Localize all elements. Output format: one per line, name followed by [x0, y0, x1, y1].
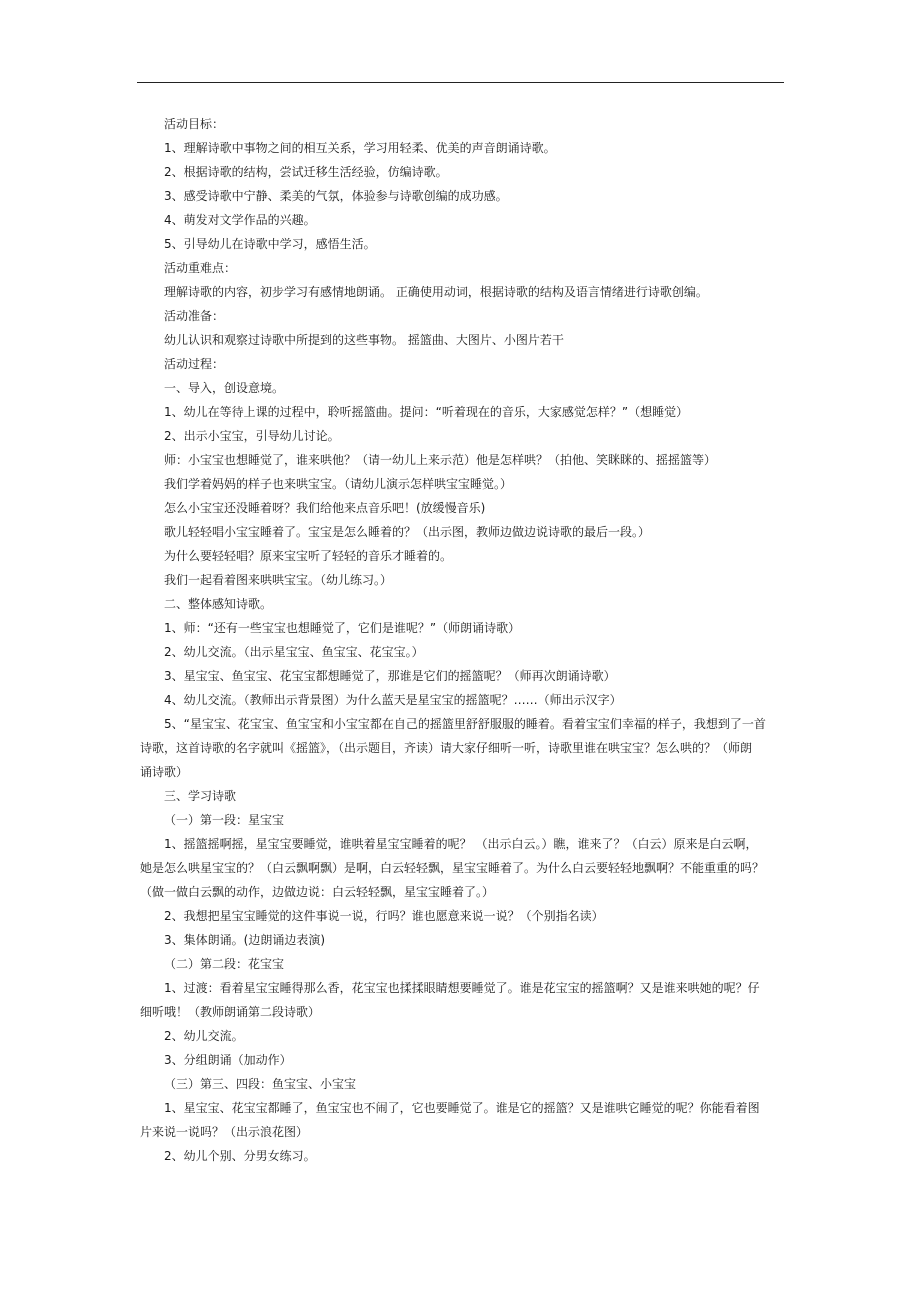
- text-line: （做一做白云飘的动作，边做边说：白云轻轻飘，星宝宝睡着了。）: [140, 885, 495, 899]
- section-3: [140, 784, 792, 1168]
- text-line: 理解诗歌的内容，初步学习有感情地朗诵。 正确使用动词，根据诗歌的结构及语言情绪进行诗歌创编。: [164, 285, 708, 299]
- text-line: 2、幼儿个别、分男女练习。: [164, 1149, 316, 1163]
- text-line: 我们学着妈妈的样子也来哄宝宝。（请幼儿演示怎样哄宝宝睡觉。）: [164, 477, 513, 491]
- document-body: [140, 112, 792, 1168]
- paragraph-5: [140, 712, 792, 784]
- text-line: 幼儿认识和观察过诗歌中所提到的这些事物。 摇篮曲、大图片、小图片若干: [164, 333, 564, 347]
- text-line: 1、过渡：看着星宝宝睡得那么香，花宝宝也揉揉眼睛想要睡觉了。谁是花宝宝的摇篮啊？又是谁来哄她的呢？仔: [164, 981, 760, 995]
- text-line: 5、引导幼儿在诗歌中学习，感悟生活。: [164, 237, 376, 251]
- section-heading: 三、学习诗歌: [164, 789, 237, 803]
- text-line: 一、导入，创设意境。: [164, 381, 285, 395]
- text-line: 细听哦！（教师朗诵第二段诗歌）: [140, 1005, 321, 1019]
- text-line: 4、萌发对文学作品的兴趣。: [164, 213, 316, 227]
- text-line: 2、根据诗歌的结构，尝试迁移生活经验，仿编诗歌。: [164, 165, 448, 179]
- text-line: 2、幼儿交流。（出示星宝宝、鱼宝宝、花宝宝。）: [164, 645, 424, 659]
- text-line: 诵诗歌）: [140, 765, 189, 779]
- text-line: 她是怎么哄星宝宝的？（白云飘啊飘）是啊，白云轻轻飘，星宝宝睡着了。为什么白云要轻轻地飘啊？不能重重的吗？: [140, 861, 765, 875]
- text-line: 诗歌，这首诗歌的名字就叫《摇篮》，（出示题目，齐读）请大家仔细听一听，诗歌里谁在哄宝宝？怎么哄的？（师朗: [140, 741, 753, 755]
- intro-section: [140, 112, 792, 712]
- text-line: 5、“星宝宝、花宝宝、鱼宝宝和小宝宝都在自己的摇篮里舒舒服服的睡着。看着宝宝们幸福的样子，我想到了一首: [164, 717, 766, 731]
- text-line: 我们一起看着图来哄哄宝宝。（幼儿练习。）: [164, 573, 393, 587]
- text-line: 活动重难点：: [164, 261, 237, 275]
- text-line: 3、集体朗诵。(边朗诵边表演): [164, 933, 325, 947]
- text-line: 1、理解诗歌中事物之间的相互关系，学习用轻柔、优美的声音朗诵诗歌。: [164, 141, 556, 155]
- text-line: 怎么小宝宝还没睡着呀？我们给他来点音乐吧！(放缓慢音乐): [164, 501, 486, 515]
- text-line: 活动目标：: [164, 117, 225, 131]
- text-line: 1、师：“还有一些宝宝也想睡觉了，它们是谁呢？”（师朗诵诗歌）: [164, 621, 521, 635]
- text-line: 3、星宝宝、鱼宝宝、花宝宝都想睡觉了，那谁是它们的摇篮呢？（师再次朗诵诗歌）: [164, 669, 616, 683]
- text-line: 活动过程：: [164, 357, 225, 371]
- text-line: 为什么要轻轻唱？原来宝宝听了轻轻的音乐才睡着的。: [164, 549, 453, 563]
- header-rule: [137, 82, 784, 83]
- text-line: 1、幼儿在等待上课的过程中，聆听摇篮曲。提问：“听着现在的音乐，大家感觉怎样？”（想睡觉）: [164, 405, 689, 419]
- text-line: 1、摇篮摇啊摇，星宝宝要睡觉，谁哄着星宝宝睡着的呢？ （出示白云。）瞧，谁来了？（白云）原来是白云啊，: [164, 837, 758, 851]
- text-line: 二、整体感知诗歌。: [164, 597, 273, 611]
- text-line: 4、幼儿交流。（教师出示背景图）为什么蓝天是星宝宝的摇篮呢？……（师出示汉字）: [164, 693, 622, 707]
- subsection-heading: （一）第一段：星宝宝: [164, 813, 285, 827]
- text-line: 1、星宝宝、花宝宝都睡了，鱼宝宝也不闹了，它也要睡觉了。谁是它的摇篮？又是谁哄它睡觉的呢？你能看着图: [164, 1101, 760, 1115]
- text-line: 活动准备：: [164, 309, 225, 323]
- text-line: 片来说一说吗？（出示浪花图）: [140, 1125, 309, 1139]
- text-line: 3、分组朗诵（加动作）: [164, 1053, 292, 1067]
- text-line: 2、幼儿交流。: [164, 1029, 244, 1043]
- text-line: 2、出示小宝宝，引导幼儿讨论。: [164, 429, 340, 443]
- text-line: 3、感受诗歌中宁静、柔美的气氛，体验参与诗歌创编的成功感。: [164, 189, 508, 203]
- subsection-heading: （二）第二段：花宝宝: [164, 957, 285, 971]
- subsection-heading: （三）第三、四段：鱼宝宝、小宝宝: [164, 1077, 357, 1091]
- text-line: 歌儿轻轻唱小宝宝睡着了。宝宝是怎么睡着的？（出示图，教师边做边说诗歌的最后一段。）: [164, 525, 651, 539]
- text-line: 师：小宝宝也想睡觉了，谁来哄他？（请一幼儿上来示范）他是怎样哄？（拍他、笑眯眯的、摇摇篮等）: [164, 453, 717, 467]
- text-line: 2、我想把星宝宝睡觉的这件事说一说，行吗？谁也愿意来说一说？（个别指名读）: [164, 909, 604, 923]
